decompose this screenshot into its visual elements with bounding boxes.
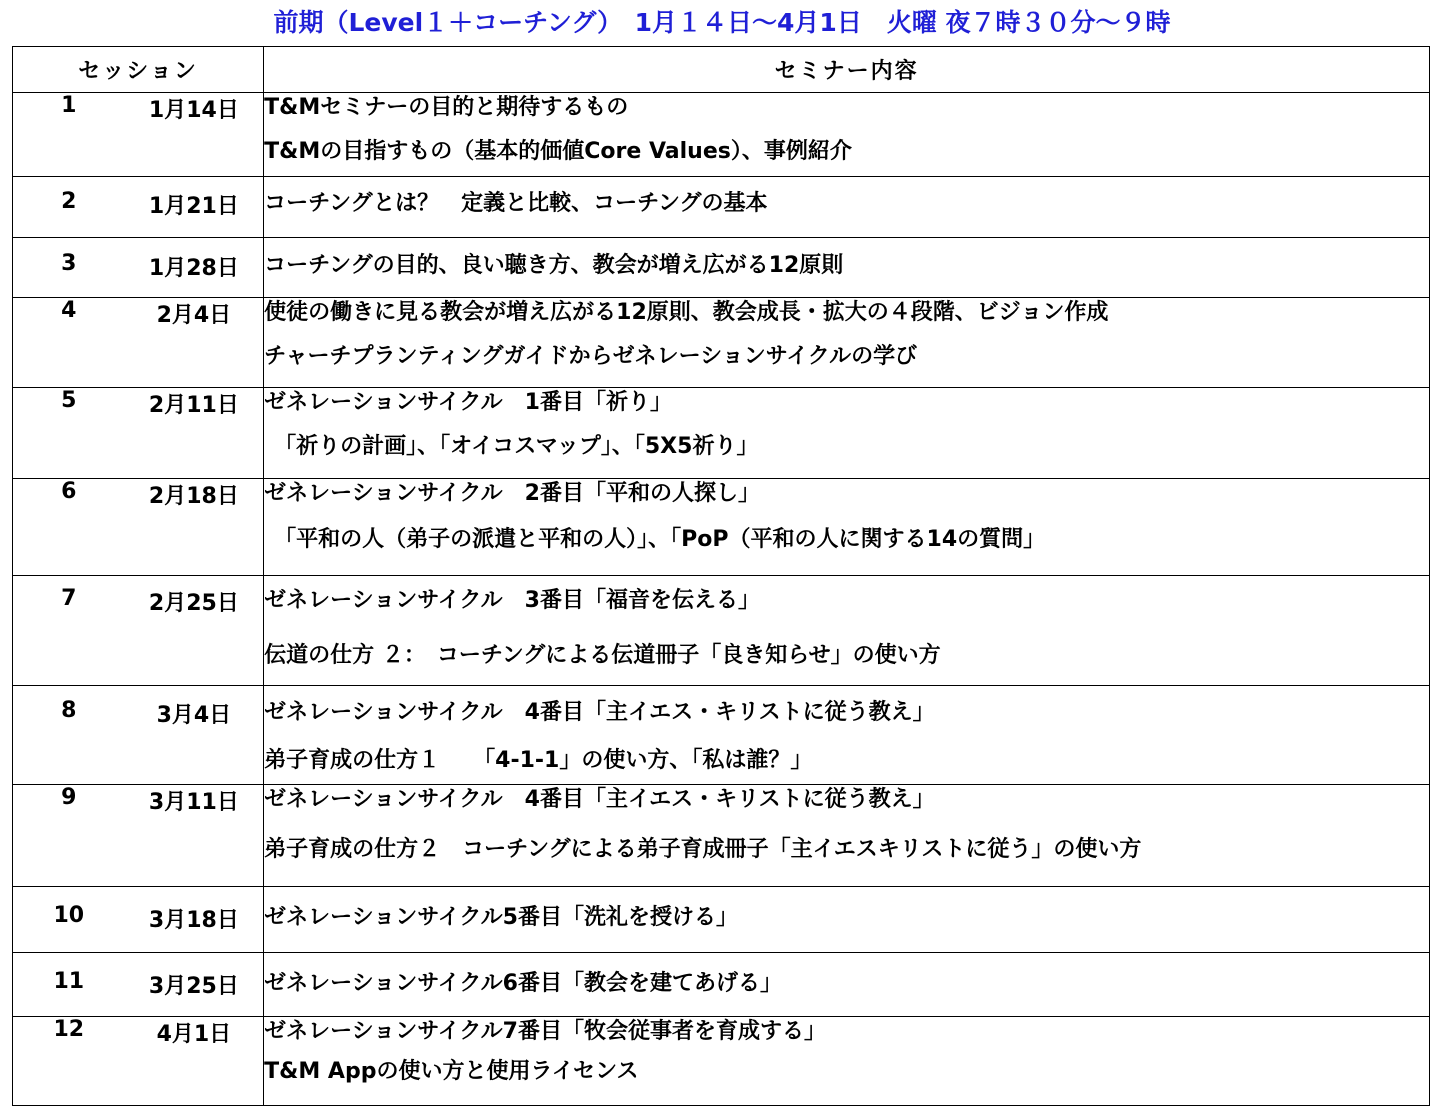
- session-content: [264, 1017, 1430, 1106]
- session-number: 4: [13, 298, 125, 388]
- session-content: [264, 298, 1430, 388]
- table-row: [13, 576, 1430, 686]
- session-date: 3月11日: [125, 785, 264, 887]
- table-row: [13, 887, 1430, 953]
- session-date: 2月25日: [125, 576, 264, 686]
- content-line: ゼネレーションサイクル 4番目「主イエス・キリストに従う教え」: [264, 700, 935, 725]
- content-line: 伝道の仕方 ２： コーチングによる伝道冊子「良き知らせ」の使い方: [264, 643, 941, 668]
- table-header-row: [13, 47, 1430, 93]
- header-session: セッション: [13, 47, 264, 93]
- content-line: ゼネレーションサイクル 3番目「福音を伝える」: [264, 588, 760, 613]
- session-date: 3月18日: [125, 887, 264, 953]
- content-line: 弟子育成の仕方２ コーチングによる弟子育成冊子「主イエスキリストに従う」の使い方: [264, 837, 1142, 862]
- session-number: 12: [13, 1017, 125, 1106]
- session-content: [264, 785, 1430, 887]
- table-row: [13, 298, 1430, 388]
- table-row: [13, 686, 1430, 785]
- content-line: コーチングとは？ 定義と比較、コーチングの基本: [264, 191, 768, 216]
- session-date: 3月25日: [125, 953, 264, 1017]
- session-date: 2月18日: [125, 479, 264, 576]
- table-row: [13, 953, 1430, 1017]
- table-row: [13, 177, 1430, 238]
- session-number: 8: [13, 686, 125, 785]
- header-content: セミナー内容: [264, 47, 1430, 93]
- session-content: [264, 238, 1430, 298]
- session-date: 1月14日: [125, 93, 264, 177]
- session-content: [264, 388, 1430, 479]
- page-title: 前期（Level１＋コーチング） 1月１４日～4月1日 火曜 夜７時３０分～９時: [273, 8, 1171, 37]
- session-number: 2: [13, 177, 125, 238]
- session-content: [264, 93, 1430, 177]
- session-number: 6: [13, 479, 125, 576]
- session-content: [264, 686, 1430, 785]
- content-line: 「祈りの計画」、「オイコスマップ」、「5X5祈り」: [274, 434, 759, 459]
- content-line: ゼネレーションサイクル 4番目「主イエス・キリストに従う教え」: [264, 787, 935, 812]
- content-line: 弟子育成の仕方１ 「4-1-1」の使い方、「私は誰？」: [264, 748, 813, 773]
- content-line: ゼネレーションサイクル7番目「牧会従事者を育成する」: [264, 1019, 826, 1044]
- session-date: 2月11日: [125, 388, 264, 479]
- content-line: 使徒の働きに見る教会が増え広がる12原則、教会成長・拡大の４段階、ビジョン作成: [264, 300, 1109, 325]
- session-number: 10: [13, 887, 125, 953]
- session-content: [264, 887, 1430, 953]
- session-number: 3: [13, 238, 125, 298]
- session-number: 11: [13, 953, 125, 1017]
- content-line: 「平和の人（弟子の派遣と平和の人）」、「PoP（平和の人に関する14の質問」: [274, 527, 1046, 552]
- session-number: 7: [13, 576, 125, 686]
- session-date: 1月21日: [125, 177, 264, 238]
- table-row: [13, 388, 1430, 479]
- content-line: T&M Appの使い方と使用ライセンス: [264, 1059, 639, 1084]
- table-row: [13, 785, 1430, 887]
- content-line: T&Mの目指すもの（基本的価値Core Values）、事例紹介: [264, 139, 852, 164]
- session-content: [264, 177, 1430, 238]
- table-row: [13, 1017, 1430, 1106]
- content-line: チャーチプランティングガイドからゼネレーションサイクルの学び: [264, 344, 918, 369]
- session-date: 2月4日: [125, 298, 264, 388]
- session-date: 1月28日: [125, 238, 264, 298]
- content-line: T&Mセミナーの目的と期待するもの: [264, 95, 629, 120]
- session-number: 5: [13, 388, 125, 479]
- content-line: ゼネレーションサイクル 2番目「平和の人探し」: [264, 481, 760, 506]
- session-number: 9: [13, 785, 125, 887]
- content-line: ゼネレーションサイクル5番目「洗礼を授ける」: [264, 905, 738, 930]
- session-number: 1: [13, 93, 125, 177]
- table-row: [13, 238, 1430, 298]
- seminar-schedule-table: [12, 46, 1430, 1106]
- session-content: [264, 953, 1430, 1017]
- session-date: 3月4日: [125, 686, 264, 785]
- content-line: コーチングの目的、良い聴き方、教会が増え広がる12原則: [264, 253, 844, 278]
- table-row: [13, 93, 1430, 177]
- table-row: [13, 479, 1430, 576]
- content-line: ゼネレーションサイクル 1番目「祈り」: [264, 390, 672, 415]
- content-line: ゼネレーションサイクル6番目「教会を建てあげる」: [264, 971, 782, 996]
- session-date: 4月1日: [125, 1017, 264, 1106]
- session-content: [264, 576, 1430, 686]
- session-content: [264, 479, 1430, 576]
